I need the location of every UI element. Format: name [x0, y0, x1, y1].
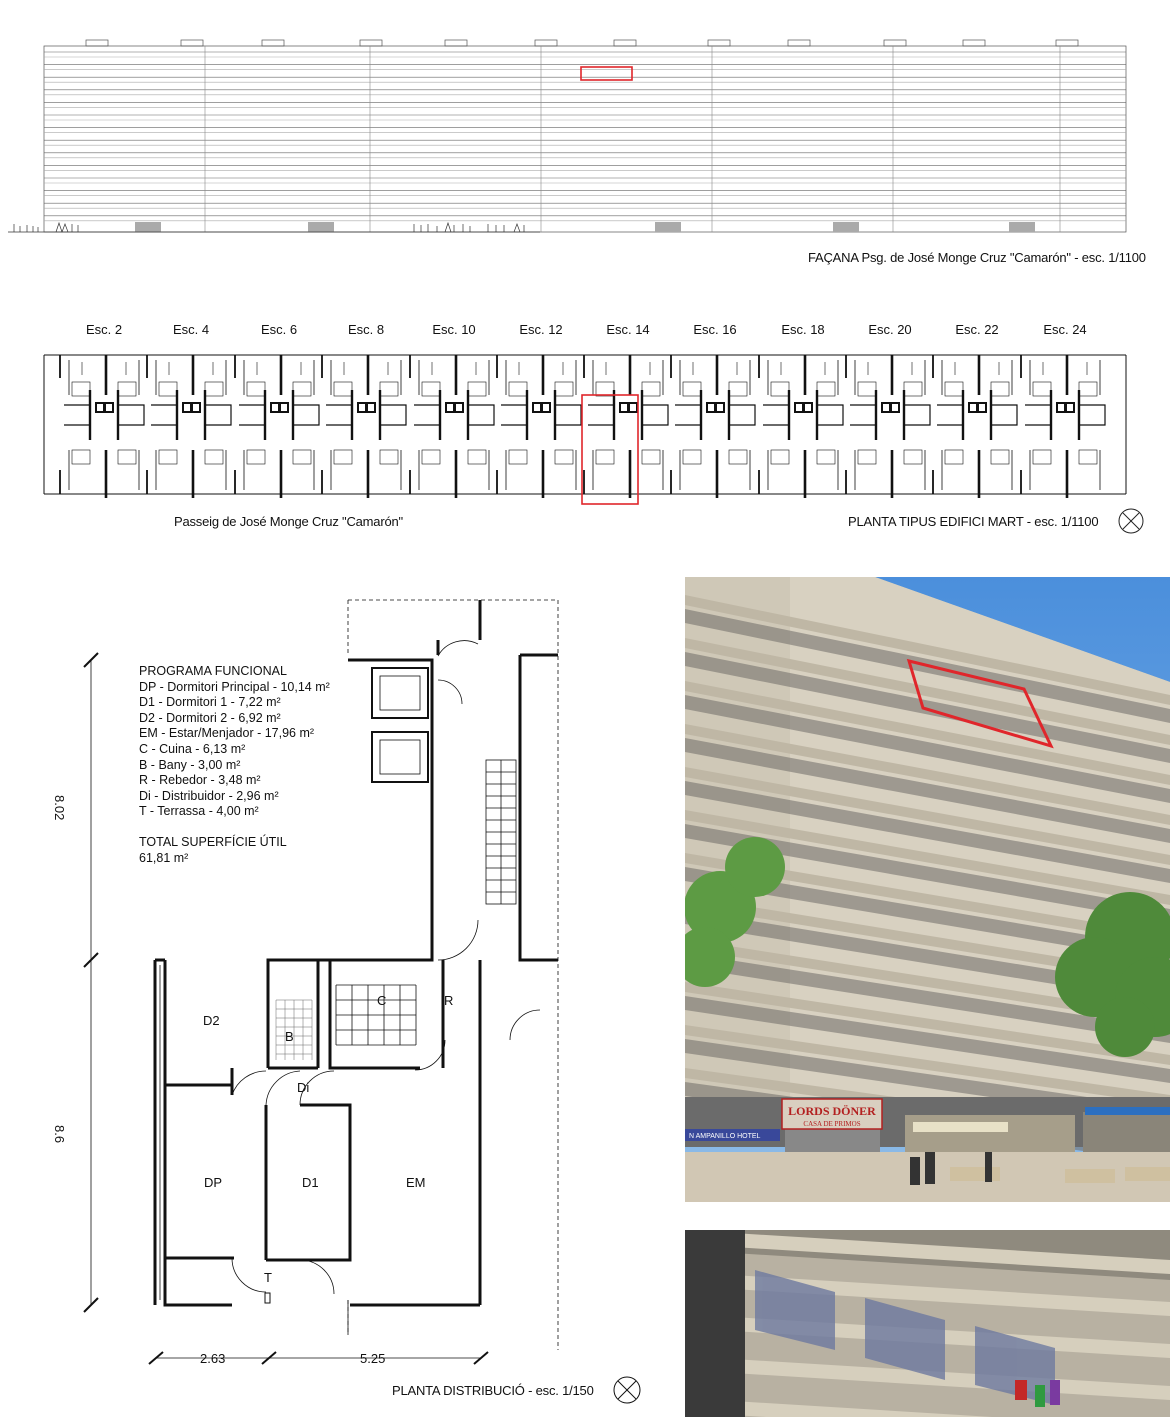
unit-plan-caption: PLANTA DISTRIBUCIÓ - esc. 1/150: [392, 1383, 594, 1398]
room-c: C: [377, 993, 387, 1008]
stair-label: Esc. 18: [781, 322, 825, 337]
stair-label: Esc. 12: [519, 322, 563, 337]
detail-photo-illustration: [685, 1230, 1170, 1417]
program-title: PROGRAMA FUNCIONAL: [139, 664, 287, 678]
dim-bottom-vertical: 8.6: [52, 1125, 67, 1144]
building-photo: [685, 577, 1170, 1202]
room-t: T: [264, 1270, 272, 1285]
room-b: B: [285, 1029, 294, 1044]
stair-label: Esc. 4: [172, 322, 210, 337]
program-item: D2 - Dormitori 2 - 6,92 m²: [139, 710, 281, 725]
room-r: R: [444, 993, 454, 1008]
program-block: [139, 664, 330, 866]
left-shop-sign: N AMPANILLO HOTEL: [689, 1133, 761, 1140]
program-total-label: TOTAL SUPERFÍCIE ÚTIL: [139, 834, 287, 849]
north-arrow-icon: [1119, 509, 1143, 533]
street-label: Passeig de José Monge Cruz "Camarón": [174, 514, 403, 529]
typical-plan-caption: PLANTA TIPUS EDIFICI MART - esc. 1/1100: [848, 514, 1099, 529]
detail-photo: [685, 1230, 1170, 1417]
program-item: D1 - Dormitori 1 - 7,22 m²: [139, 695, 281, 710]
shop-sign-sub: CASA DE PRIMOS: [803, 1120, 861, 1128]
program-item: Di - Distribuidor - 2,96 m²: [139, 788, 279, 803]
stair-label: Esc. 24: [1043, 322, 1087, 337]
facade-caption: FAÇANA Psg. de José Monge Cruz "Camarón" - esc. 1/1100: [808, 250, 1146, 265]
program-item: B - Bany - 3,00 m²: [139, 757, 241, 772]
shop-sign: LORDS DÖNER: [788, 1104, 876, 1118]
room-dp: DP: [204, 1175, 223, 1190]
stair-label: Esc. 22: [955, 322, 999, 337]
room-di: Di: [297, 1080, 310, 1095]
stair-label: Esc. 16: [693, 322, 737, 337]
stair-label: Esc. 10: [432, 322, 476, 337]
program-total-value: 61,81 m²: [139, 850, 189, 865]
program-item: EM - Estar/Menjador - 17,96 m²: [139, 726, 315, 741]
dim-left-horizontal: 2.63: [200, 1351, 226, 1366]
program-item: C - Cuina - 6,13 m²: [139, 741, 246, 756]
unit-north-arrow-icon: [614, 1377, 640, 1403]
stair-label: Esc. 14: [606, 322, 650, 337]
stair-label: Esc. 6: [260, 322, 298, 337]
room-d2: D2: [203, 1013, 220, 1028]
dim-top-vertical: 8.02: [52, 795, 67, 821]
stair-label: Esc. 20: [868, 322, 912, 337]
building-photo-illustration: [685, 577, 1170, 1202]
program-item: DP - Dormitori Principal - 10,14 m²: [139, 679, 330, 694]
room-em: EM: [406, 1175, 426, 1190]
room-d1: D1: [302, 1175, 319, 1190]
stair-label: Esc. 8: [347, 322, 385, 337]
program-item: T - Terrassa - 4,00 m²: [139, 804, 259, 819]
program-item: R - Rebedor - 3,48 m²: [139, 773, 261, 788]
stair-label: Esc. 2: [85, 322, 123, 337]
dim-right-horizontal: 5.25: [360, 1351, 386, 1366]
